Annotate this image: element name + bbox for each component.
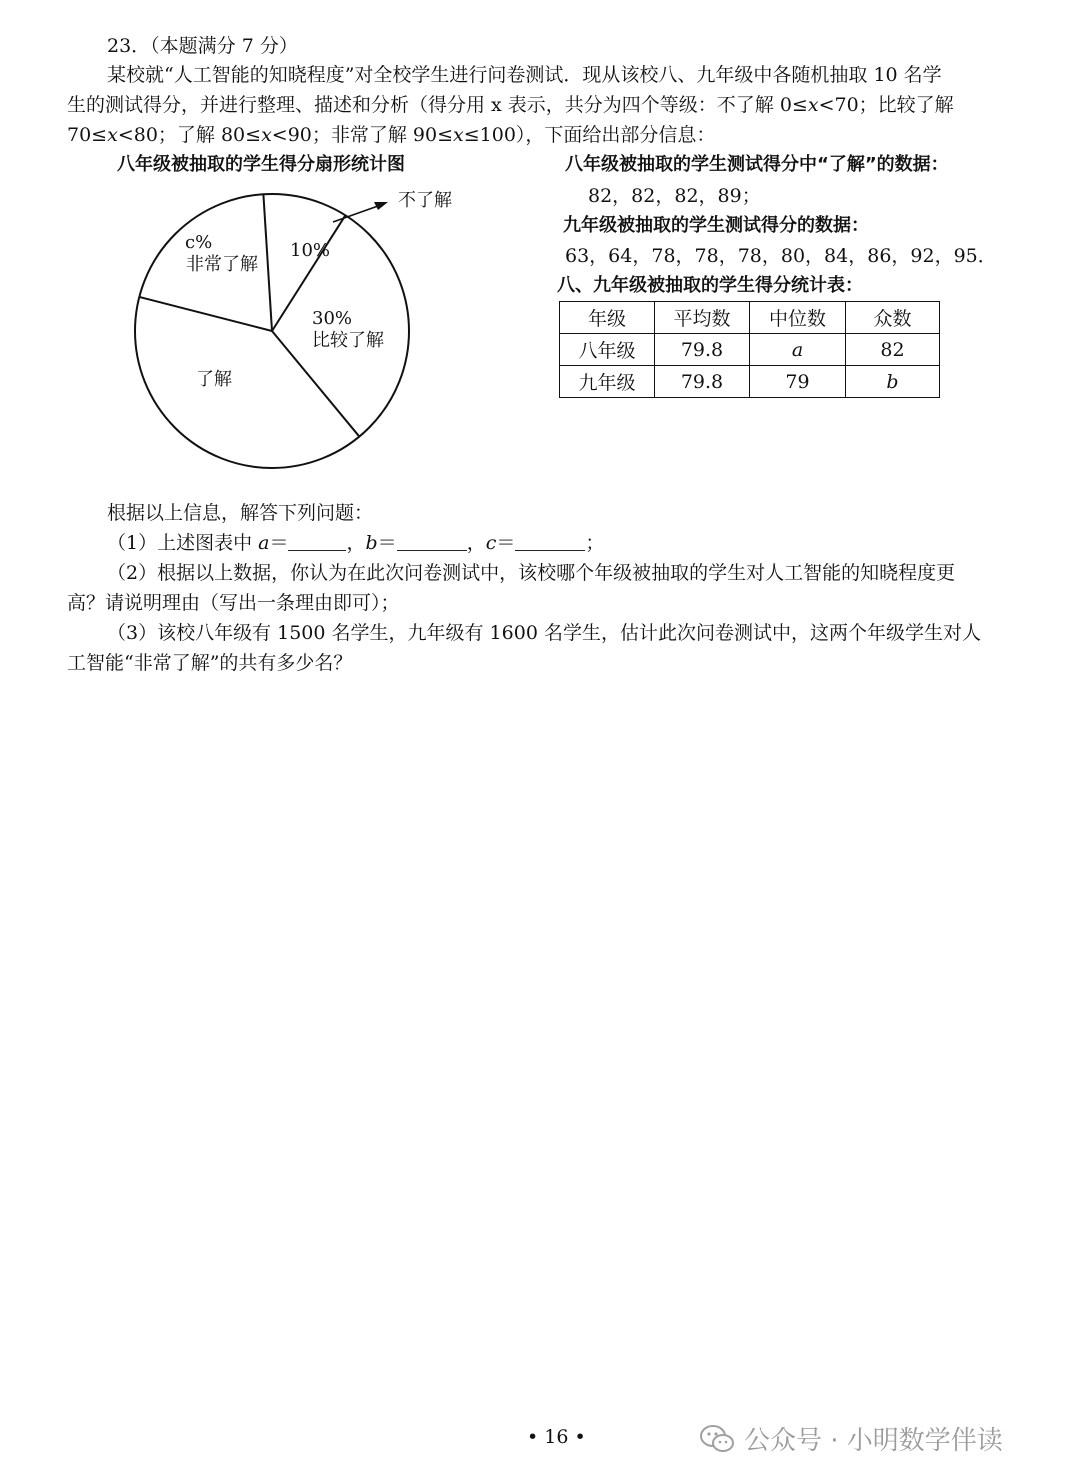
questions-lead: 根据以上信息，解答下列问题： xyxy=(107,502,374,524)
label-understand: 了解 xyxy=(196,369,232,390)
wechat-icon xyxy=(700,1424,734,1454)
answer-blank-b[interactable] xyxy=(397,530,467,551)
grade9-data: 63，64，78，78，78，80，84，86，92，95． xyxy=(565,245,997,267)
table-cell: 八年级 xyxy=(560,334,655,366)
table-header: 众数 xyxy=(846,302,940,334)
page-number: • 16 • xyxy=(527,1426,586,1448)
table-cell: 79 xyxy=(750,366,846,398)
grade8-data: 82，82，82，89； xyxy=(588,185,761,207)
question-1: （1）上述图表中 a＝ ，b＝ ，c＝ ； xyxy=(107,532,605,554)
label-relatively: 比较了解 xyxy=(312,330,384,351)
table-header: 中位数 xyxy=(750,302,846,334)
table-cell: a xyxy=(750,334,846,366)
label-pct-30: 30% xyxy=(312,308,353,329)
table-cell: 79.8 xyxy=(655,366,750,398)
pie-chart xyxy=(120,185,452,485)
question-2-line-2: 高？请说明理由（写出一条理由即可）； xyxy=(67,592,400,614)
question-3-line-2: 工智能“非常了解”的共有多少名？ xyxy=(67,652,353,674)
label-very: 非常了解 xyxy=(186,254,258,275)
table-title: 八、九年级被抽取的学生得分统计表： xyxy=(557,275,863,296)
intro-line-3: 70≤x<80；了解 80≤x<90；非常了解 90≤x≤100），下面给出部分信息： xyxy=(67,124,716,146)
question-2-line-1: （2）根据以上数据，你认为在此次问卷测试中，该校哪个年级被抽取的学生对人工智能的知晓程度更 xyxy=(107,562,956,584)
table-cell: b xyxy=(846,366,940,398)
annotation-arrow-head xyxy=(374,202,388,210)
question-3-line-1: （3）该校八年级有 1500 名学生，九年级有 1600 名学生，估计此次问卷测试中，这两个年级学生对人 xyxy=(107,622,981,644)
table-header: 年级 xyxy=(560,302,655,334)
watermark-text: 公众号 · 小明数学伴读 xyxy=(744,1426,1003,1456)
label-very-pct: c% xyxy=(185,232,213,253)
pie-title: 八年级被抽取的学生得分扇形统计图 xyxy=(117,154,405,175)
table-row xyxy=(560,334,940,366)
label-not-understand: 不了解 xyxy=(398,190,452,211)
table-header: 平均数 xyxy=(655,302,750,334)
stats-table xyxy=(559,301,940,398)
intro-line-1: 某校就“人工智能的知晓程度”对全校学生进行问卷测试．现从该校八、九年级中各随机抽取 10 名学 xyxy=(107,64,942,86)
table-cell: 九年级 xyxy=(560,366,655,398)
table-header-row xyxy=(560,302,940,334)
intro-line-2: 生的测试得分，并进行整理、描述和分析（得分用 x 表示，共分为四个等级：不了解 0≤x<70；比较了解 xyxy=(67,94,954,116)
grade9-data-title: 九年级被抽取的学生测试得分的数据： xyxy=(563,215,869,236)
grade8-data-title: 八年级被抽取的学生测试得分中“了解”的数据： xyxy=(565,154,949,175)
answer-blank-c[interactable] xyxy=(515,530,585,551)
watermark xyxy=(700,1420,1003,1457)
answer-blank-a[interactable] xyxy=(288,530,346,551)
question-header: 23．（本题满分 7 分） xyxy=(107,35,298,57)
table-cell: 79.8 xyxy=(655,334,750,366)
table-cell: 82 xyxy=(846,334,940,366)
table-row xyxy=(560,366,940,398)
label-pct-10: 10% xyxy=(290,240,331,261)
